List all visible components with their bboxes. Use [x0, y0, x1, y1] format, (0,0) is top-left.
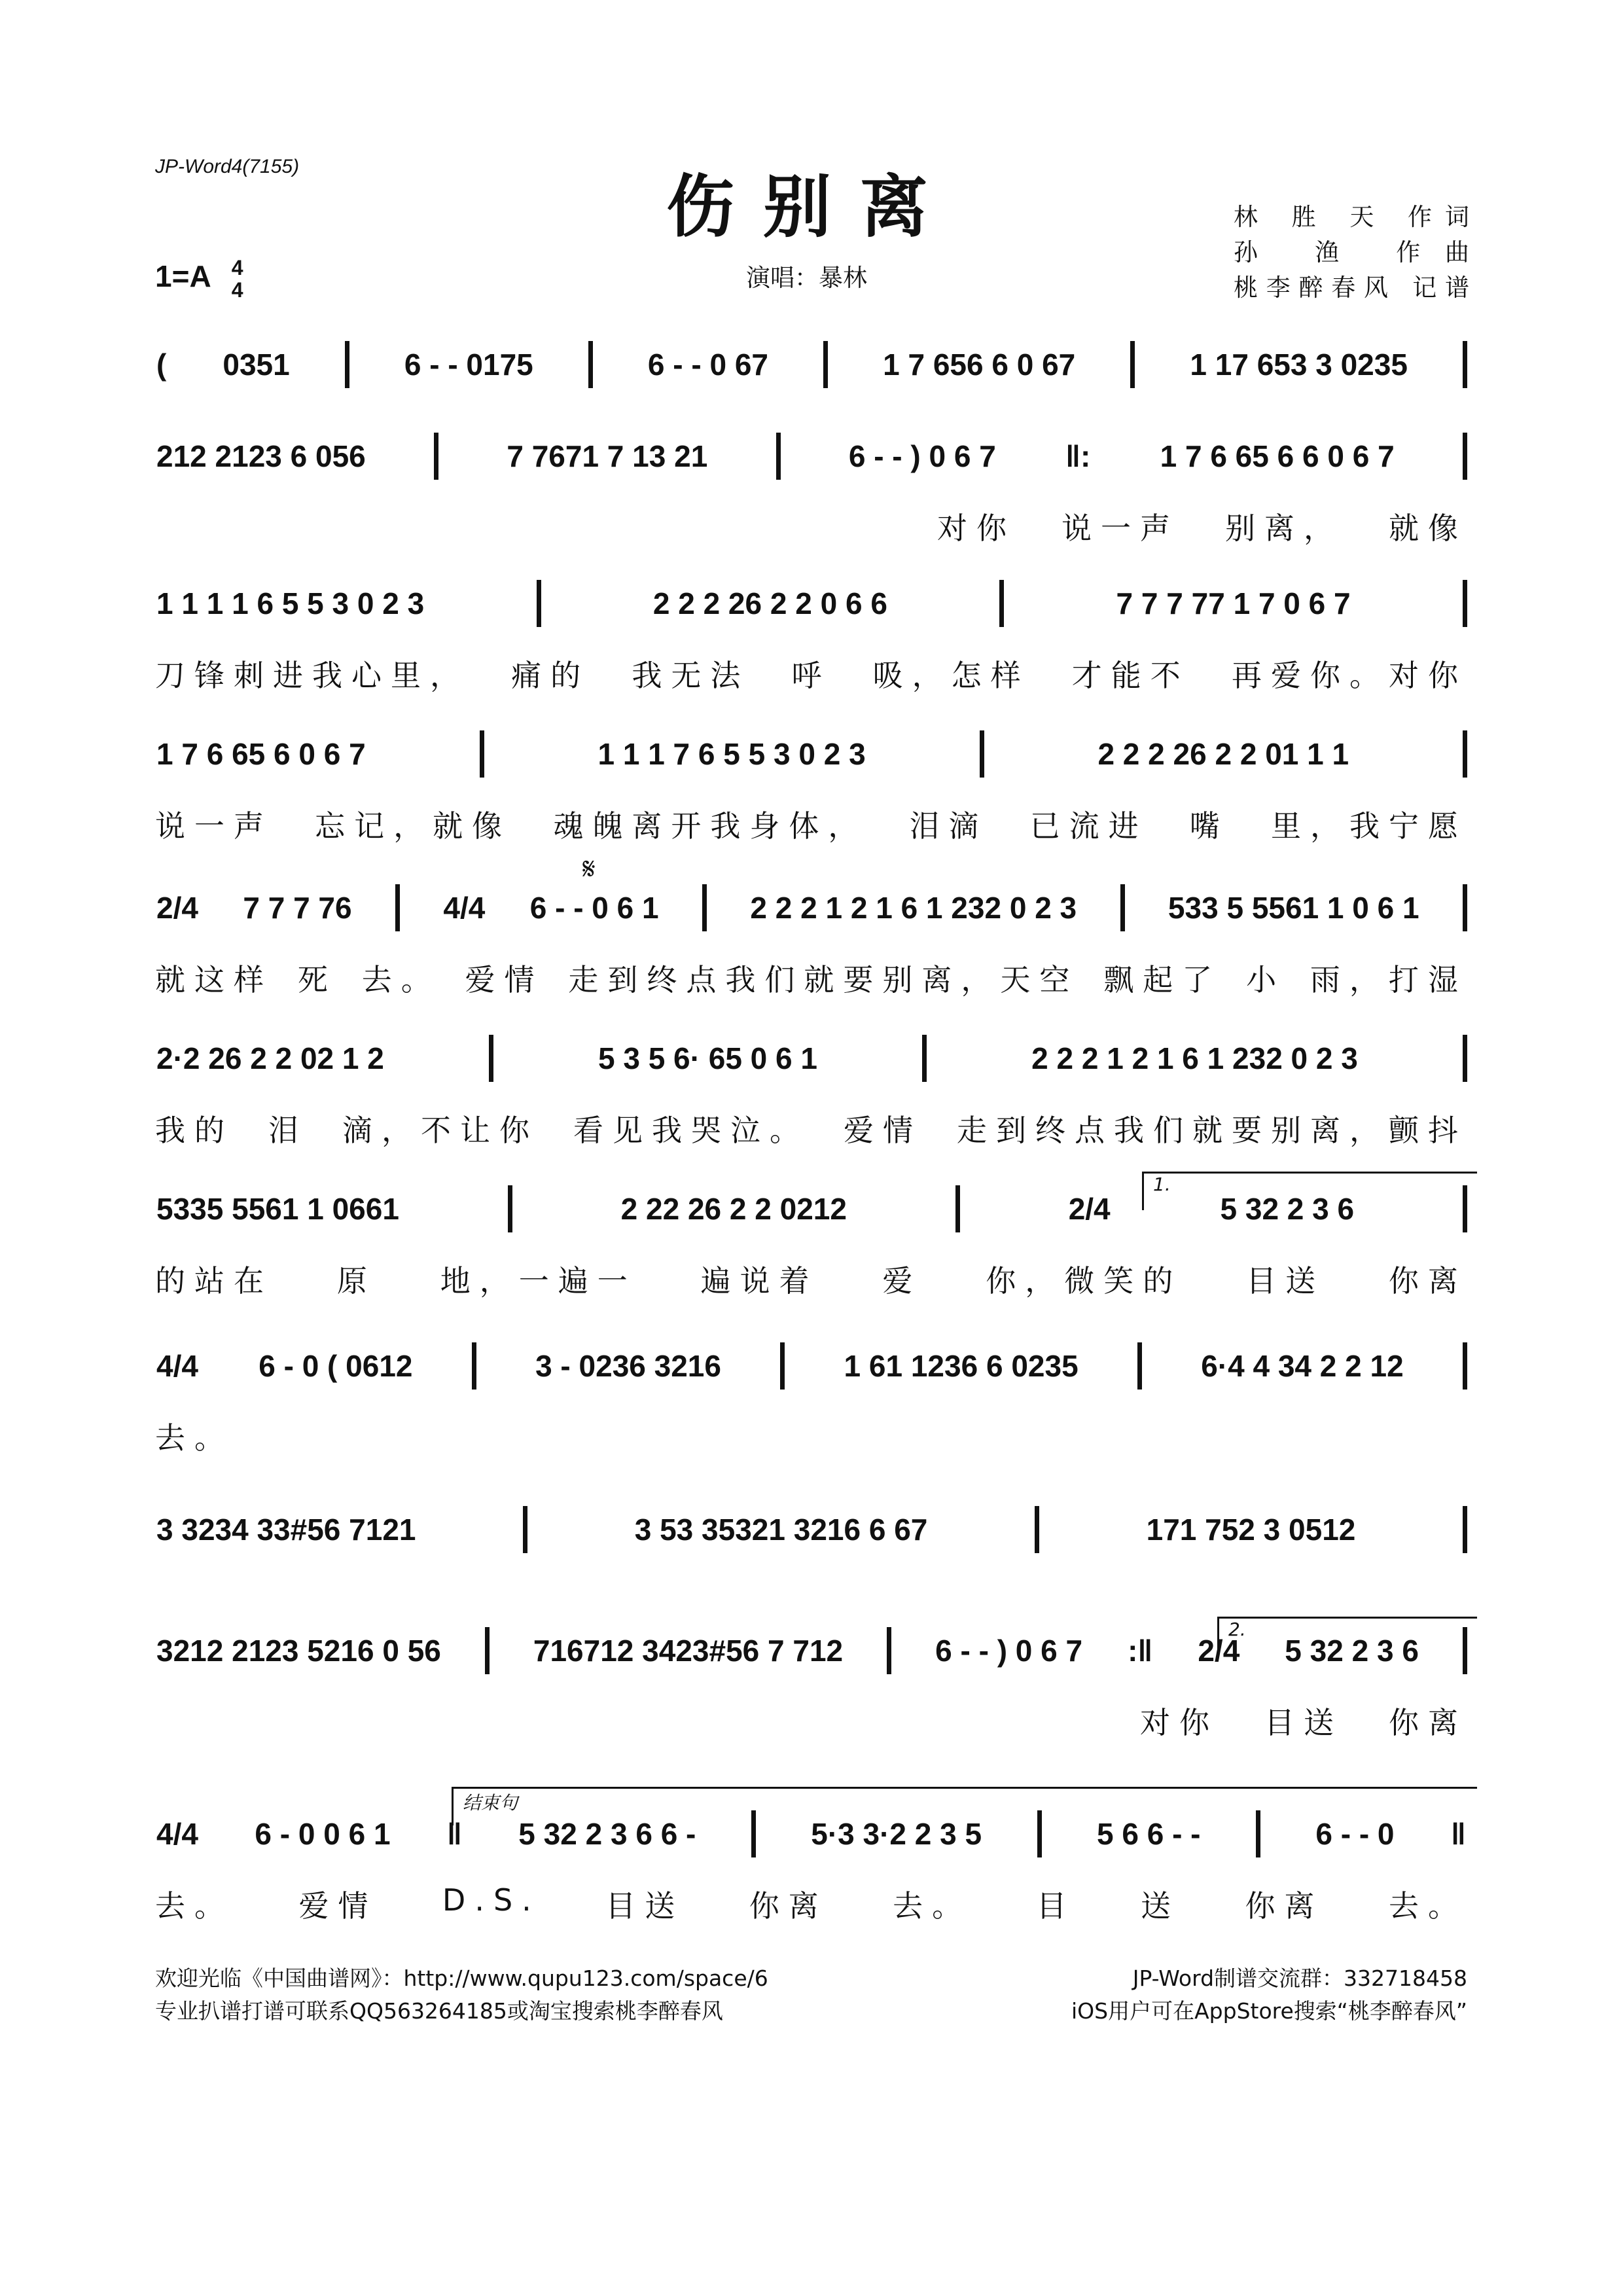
barline [1130, 341, 1135, 388]
note-group: 1 1 1 1 6 5 5 3 0 2 3 [156, 586, 425, 620]
lyric-row [155, 505, 1467, 548]
lyric-word: 看见我哭泣。 [573, 1113, 809, 1148]
note-group: 2 2 2 1 2 1 6 1 232 0 2 3 [750, 891, 1077, 925]
software-tag: JP-Word4(7155) [155, 156, 300, 177]
note-group: 2/4 [1198, 1634, 1240, 1668]
note-group: 2 2 2 1 2 1 6 1 232 0 2 3 [1031, 1041, 1358, 1075]
lyric-word: 你离 [749, 1888, 828, 1924]
lyric-word: 的站在 [155, 1263, 273, 1299]
volta-first-ending: 1. [1142, 1172, 1477, 1210]
note-group: 2 2 2 26 2 2 01 1 1 [1097, 737, 1349, 771]
note-row [155, 1502, 1467, 1557]
barline [508, 1185, 512, 1232]
lyric-word: 去。 [155, 1420, 234, 1456]
note-group: 6 - - 0175 [404, 348, 533, 382]
note-group: 6 - 0 ( 0612 [259, 1349, 413, 1383]
lyric-word: 遍说着 [700, 1263, 819, 1299]
note-group: 6 - 0 0 6 1 [255, 1817, 391, 1851]
lyric-word: 你，微笑的 [986, 1263, 1183, 1299]
lyric-word: 走到终点我们就要别离，天空 [568, 962, 1079, 997]
barline [1463, 884, 1467, 931]
lyric-word: 别离， [1225, 511, 1343, 546]
lyric-word: 吸，怎样 [872, 658, 1030, 693]
note-group: 6 - - 0 [1315, 1817, 1395, 1851]
barline [1463, 580, 1467, 627]
barline [1463, 1506, 1467, 1553]
barline [1463, 730, 1467, 778]
lyric-row [155, 1257, 1467, 1300]
barline [588, 341, 593, 388]
lyric-row [155, 652, 1467, 695]
note-group: 1 7 6 65 6 0 6 7 [156, 737, 366, 771]
note-group: 1 1 1 7 6 5 5 3 0 2 3 [597, 737, 866, 771]
footer-appstore: iOS用户可在AppStore搜索“桃李醉春风” [1071, 1998, 1467, 2024]
barline [485, 1627, 490, 1674]
key-label: 1=A [155, 259, 210, 294]
lyric-word: 雨，打湿 [1310, 962, 1467, 997]
lyric-word: 爱 [882, 1263, 922, 1299]
lyric-word: 爱情 [844, 1113, 922, 1148]
note-group: :‖ [1128, 1634, 1153, 1668]
note-row [155, 726, 1467, 781]
note-group: 2/4 [156, 891, 198, 925]
barline [480, 730, 484, 778]
note-row [155, 1338, 1467, 1393]
time-signature [232, 257, 243, 301]
barline [434, 433, 438, 480]
note-group: 4/4 [156, 1349, 198, 1383]
barline [1463, 1342, 1467, 1390]
lyric-word: 去。 [893, 1888, 972, 1924]
lyric-word: 目送 [605, 1888, 685, 1924]
note-group: 5335 5561 1 0661 [156, 1192, 399, 1226]
lyric-word: 你离 [1389, 1705, 1467, 1740]
note-row [155, 576, 1467, 631]
composer-credit: 孙 渔 作曲 [1234, 238, 1469, 266]
transcriber-credit: 桃李醉春风 记谱 [1234, 274, 1469, 302]
barline [922, 1035, 927, 1082]
lyric-word: 说一声 [1061, 511, 1179, 546]
note-group: ( [156, 348, 167, 382]
lyric-word: D.S. [442, 1882, 541, 1918]
footer-contact: 专业扒谱打谱可联系QQ563264185或淘宝搜索桃李醉春风 [155, 1998, 723, 2024]
lyric-word: 对你 [937, 511, 1016, 546]
note-group: 2·2 26 2 2 02 1 2 [156, 1041, 384, 1075]
lyric-word: 泪滴 [909, 808, 988, 844]
note-group: 5 32 2 3 6 [1220, 1192, 1355, 1226]
lyric-word: 呼 [791, 658, 831, 693]
note-group: 5·3 3·2 2 3 5 [811, 1817, 982, 1851]
lyric-word: 我的 [155, 1113, 234, 1148]
note-group: ‖: [1065, 439, 1091, 473]
barline [1463, 341, 1467, 388]
lyric-row [155, 1882, 1467, 1926]
lyric-word: 嘴 [1189, 808, 1229, 844]
barline [489, 1035, 493, 1082]
segno-sign: 𝄋 [582, 851, 596, 886]
lyric-row [155, 1414, 1467, 1458]
lyric-word: 目送 [1246, 1263, 1325, 1299]
note-row [155, 1031, 1467, 1086]
lyric-word: 我无法 [632, 658, 750, 693]
barline [887, 1627, 891, 1674]
lyric-word: 你离 [1245, 1888, 1324, 1924]
note-group: 1 17 653 3 0235 [1190, 348, 1408, 382]
lyric-word: 原 [336, 1263, 376, 1299]
note-group: 1 61 1236 6 0235 [844, 1349, 1079, 1383]
barline [980, 730, 984, 778]
note-group: 2 2 2 26 2 2 0 6 6 [652, 586, 887, 620]
footer-website: 欢迎光临《中国曲谱网》：http://www.qupu123.com/space/6 [155, 1965, 768, 1991]
lyric-word: 再爱你。对你 [1231, 658, 1467, 693]
lyric-word: 目 [1036, 1888, 1076, 1924]
lyric-row [155, 1699, 1467, 1742]
note-group: 5 32 2 3 6 [1285, 1634, 1419, 1668]
barline [537, 580, 541, 627]
note-group: 716712 3423#56 7 712 [533, 1634, 844, 1668]
note-group: 4/4 [156, 1817, 198, 1851]
barline [776, 433, 781, 480]
note-group: 0351 [223, 348, 290, 382]
note-group: ‖ [1450, 1817, 1466, 1851]
note-group: 171 752 3 0512 [1146, 1513, 1356, 1547]
note-group: 2 22 26 2 2 0212 [620, 1192, 847, 1226]
note-group: 6 - - ) 0 6 7 [935, 1634, 1083, 1668]
lyric-word: 目送 [1264, 1705, 1343, 1740]
barline [1137, 1342, 1142, 1390]
lyric-word: 才能不 [1071, 658, 1190, 693]
note-group: 5 3 5 6· 65 0 6 1 [597, 1041, 817, 1075]
note-group: 533 5 5561 1 0 6 1 [1168, 891, 1419, 925]
lyric-word: 就这样 [155, 962, 273, 997]
barline [345, 341, 349, 388]
note-group: 1 7 6 65 6 6 0 6 7 [1160, 439, 1395, 473]
barline [1035, 1506, 1039, 1553]
lyric-word: 飘起了 [1103, 962, 1222, 997]
note-group: 3 53 35321 3216 6 67 [634, 1513, 928, 1547]
barline [395, 884, 400, 931]
note-group: 6·4 4 34 2 2 12 [1201, 1349, 1404, 1383]
lyric-word: 忘记，就像 [315, 808, 512, 844]
lyric-word: 爱情 [465, 962, 544, 997]
barline [523, 1506, 527, 1553]
note-group: 1 7 656 6 0 67 [883, 348, 1076, 382]
lyric-word: 爱情 [298, 1888, 378, 1924]
barline [823, 341, 828, 388]
note-group: 7 7671 7 13 21 [507, 439, 708, 473]
lyricist-credit: 林 胜 天 作词 [1234, 203, 1469, 231]
note-group: 7 7 7 77 1 7 0 6 7 [1116, 586, 1351, 620]
note-group: ‖ [446, 1817, 462, 1851]
note-group: 3 3234 33#56 7121 [156, 1513, 416, 1547]
lyric-word: 就像 [1389, 511, 1467, 546]
lyric-word: 里，我宁愿 [1270, 808, 1467, 844]
credits [1234, 200, 1469, 306]
lyric-word: 走到终点我们就要别离，颤抖 [957, 1113, 1467, 1148]
lyric-word: 小 [1246, 962, 1286, 997]
song-title: 伤别离 [666, 166, 957, 247]
note-group: 3212 2123 5216 0 56 [156, 1634, 441, 1668]
lyric-word: 你离 [1388, 1263, 1467, 1299]
key-signature [155, 257, 243, 301]
lyric-word: 泪 [268, 1113, 308, 1148]
time-bottom: 4 [231, 278, 243, 302]
note-group: 6 - - 0 67 [647, 348, 768, 382]
note-group: 4/4 [443, 891, 486, 925]
lyric-word: 去。 [1388, 1888, 1467, 1924]
note-row [155, 429, 1467, 484]
note-group: 7 7 7 76 [243, 891, 352, 925]
barline [702, 884, 707, 931]
note-group: 212 2123 6 056 [156, 439, 366, 473]
barline [472, 1342, 476, 1390]
time-top: 4 [231, 256, 243, 279]
lyric-word: 已流进 [1029, 808, 1148, 844]
lyric-row [155, 1107, 1467, 1150]
note-group: 5 32 2 3 6 6 - [518, 1817, 696, 1851]
note-row [155, 880, 1467, 935]
lyric-word: 去。 [361, 962, 440, 997]
barline [1120, 884, 1125, 931]
lyric-word: 滴，不让你 [342, 1113, 539, 1148]
barline [780, 1342, 785, 1390]
lyric-word: 刀锋刺进我心里， [155, 658, 469, 693]
footer-group: JP-Word制谱交流群：332718458 [1132, 1965, 1467, 1991]
lyric-word: 地，一遍一 [440, 1263, 637, 1299]
note-group: 6 - - 0 6 1 [529, 891, 659, 925]
barline [999, 580, 1004, 627]
lyric-word: 送 [1141, 1888, 1181, 1924]
barline [1463, 1035, 1467, 1082]
lyric-word: 死 [297, 962, 337, 997]
note-group: 6 - - ) 0 6 7 [848, 439, 996, 473]
singer: 演唱：暴林 [746, 264, 867, 292]
note-group: 3 - 0236 3216 [535, 1349, 721, 1383]
lyric-word: 魂魄离开我身体， [553, 808, 868, 844]
footer [155, 1962, 1467, 2028]
barline [955, 1185, 960, 1232]
lyric-row [155, 802, 1467, 846]
lyric-word: 痛的 [511, 658, 590, 693]
note-group: 2/4 [1068, 1192, 1111, 1226]
lyric-word: 对你 [1140, 1705, 1219, 1740]
note-group: 5 6 6 - - [1096, 1817, 1201, 1851]
lyric-row [155, 956, 1467, 999]
lyric-word: 说一声 [155, 808, 273, 844]
ending-phrase-bracket: 结束句 [452, 1787, 1477, 1825]
note-row [155, 337, 1467, 392]
barline [1463, 433, 1467, 480]
lyric-word: 去。 [155, 1888, 234, 1924]
volta-second-ending: 2. [1217, 1617, 1477, 1655]
